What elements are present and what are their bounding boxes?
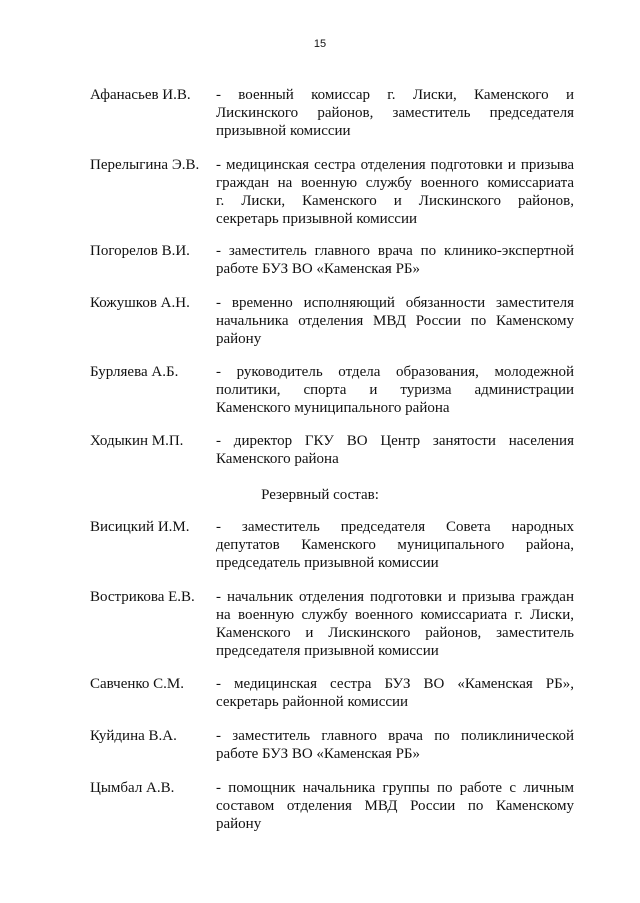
duty-line: работе БУЗ ВО «Каменская РБ» (216, 746, 421, 762)
duty-line: призывной комиссии (216, 123, 351, 139)
duty-line: - заместитель главного врача по поликлинической (216, 728, 574, 744)
duty-line: депутатов Каменского муниципального района, (216, 537, 574, 553)
member-name: Кожушков А.Н. (90, 295, 190, 311)
duty-line: району (216, 331, 262, 347)
duty-line: - руководитель отдела образования, молодежной (216, 364, 574, 380)
duty-line: - заместитель председателя Совета народных (216, 519, 574, 535)
duty-line: - начальник отделения подготовки и призыва граждан (216, 589, 574, 605)
duty-line: председатель призывной комиссии (216, 555, 439, 571)
duty-line: Лискинского районов, заместитель председателя (216, 105, 574, 121)
member-name: Ходыкин М.П. (90, 433, 184, 449)
duty-line: Каменского муниципального района (216, 400, 450, 416)
member-duty (216, 294, 574, 348)
duty-line: работе БУЗ ВО «Каменская РБ» (216, 261, 421, 277)
duty-line: Каменского района (216, 451, 339, 467)
member-name: Перелыгина Э.В. (90, 157, 200, 173)
member-duty (216, 86, 574, 140)
duty-line: политики, спорта и туризма администрации (216, 382, 574, 398)
duty-line: - медицинская сестра отделения подготовки и призыва (216, 157, 574, 173)
duty-line: на военную службу военного комиссариата г. Лиски, (216, 607, 574, 623)
member-name: Савченко С.М. (90, 676, 185, 692)
duty-line: Каменского и Лискинского районов, заместитель (216, 625, 574, 641)
member-duty (216, 518, 574, 572)
duty-line: району (216, 816, 262, 832)
duty-line: начальника отделения МВД России по Каменскому (216, 313, 574, 329)
duty-line: председателя призывной комиссии (216, 643, 439, 659)
member-duty (216, 779, 574, 833)
duty-line: - временно исполняющий обязанности заместителя (216, 295, 574, 311)
duty-line: составом отделения МВД России по Каменскому (216, 798, 574, 814)
member-duty (216, 727, 574, 763)
duty-line: граждан на военную службу военного комиссариата (216, 175, 574, 191)
member-name: Погорелов В.И. (90, 243, 190, 259)
duty-line: - медицинская сестра БУЗ ВО «Каменская РБ», (216, 676, 574, 692)
duty-line: секретарь районной комиссии (216, 694, 409, 710)
member-name: Бурляева А.Б. (90, 364, 179, 380)
member-duty (216, 156, 574, 228)
duty-line: г. Лиски, Каменского и Лискинского районов, (216, 193, 574, 209)
member-name: Афанасьев И.В. (90, 87, 191, 103)
duty-line: - помощник начальника группы по работе с личным (216, 780, 574, 796)
member-duty (216, 242, 574, 278)
duty-line: - директор ГКУ ВО Центр занятости населения (216, 433, 574, 449)
member-duty (216, 363, 574, 417)
member-duty (216, 675, 574, 711)
member-name: Куйдина В.А. (90, 728, 177, 744)
member-name: Висицкий И.М. (90, 519, 190, 535)
duty-line: - заместитель главного врача по клинико-экспертной (216, 243, 574, 259)
duty-line: - военный комиссар г. Лиски, Каменского и (216, 87, 574, 103)
reserve-heading: Резервный состав: (261, 487, 379, 503)
member-name: Цымбал А.В. (90, 780, 175, 796)
member-duty (216, 588, 574, 660)
page-number: 15 (313, 38, 327, 50)
duty-line: секретарь призывной комиссии (216, 211, 418, 227)
member-duty (216, 432, 574, 468)
member-name: Вострикова Е.В. (90, 589, 195, 605)
